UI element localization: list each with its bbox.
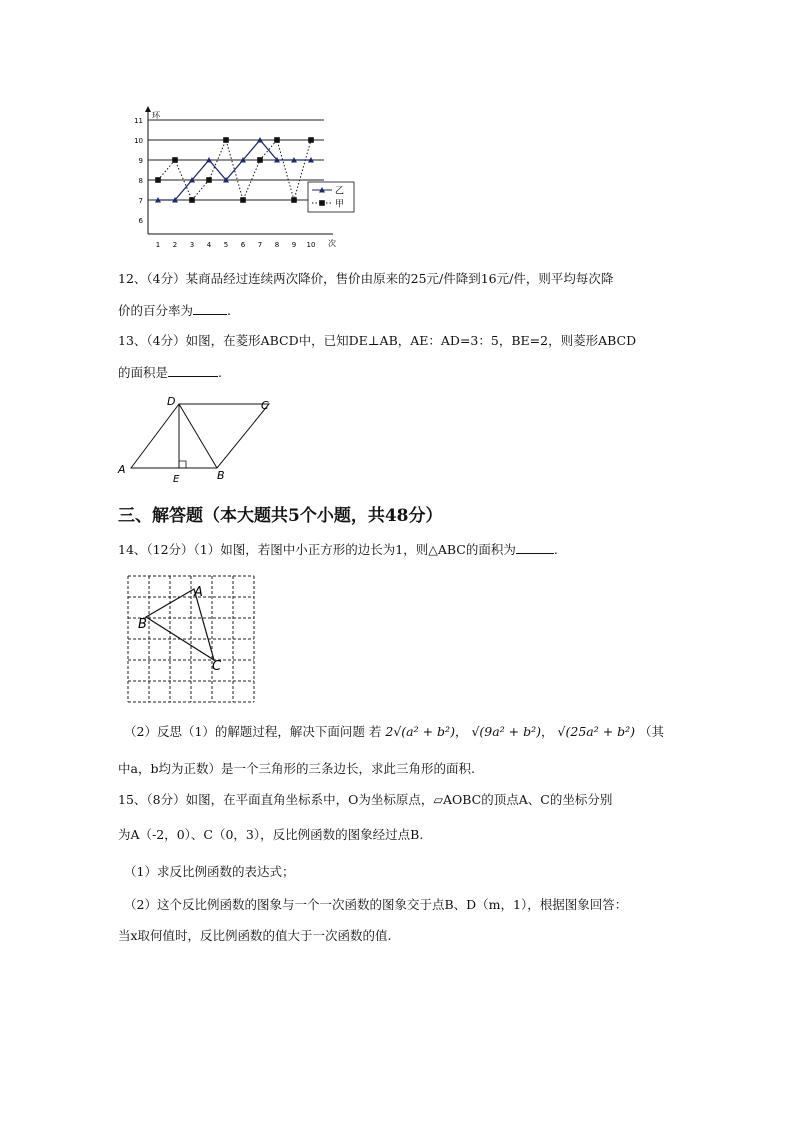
x-tick-label-10: 10	[306, 241, 316, 249]
data-point-jia	[274, 137, 280, 143]
y-tick-label-10: 10	[134, 137, 143, 145]
right-angle-mark	[179, 461, 186, 468]
separator-1: ，	[454, 724, 468, 739]
triangle-abc	[146, 589, 214, 660]
chart-axes	[145, 106, 333, 234]
y-axis-label: 环	[152, 111, 160, 120]
answer-blank-12[interactable]	[193, 302, 227, 315]
question-12-line-1: 12、（4分）某商品经过连续两次降价，售价由原来的25元/件降到16元/件，则平均每次降	[118, 271, 614, 286]
diagonal-db	[179, 404, 217, 468]
label-b: B	[138, 617, 147, 632]
data-point-jia	[223, 137, 229, 143]
x-tick-label-1: 1	[155, 241, 161, 249]
y-tick-label-8: 8	[138, 177, 143, 185]
x-tick-label-4: 4	[206, 241, 212, 249]
expression-3: √(25a² + b²)	[557, 724, 636, 739]
question-14-part-2-line-1	[124, 724, 664, 740]
legend-label-yi: 乙	[335, 186, 345, 197]
rhombus-abcd	[131, 404, 269, 468]
separator-2: ，	[541, 724, 554, 739]
x-tick-label-9: 9	[291, 241, 297, 249]
y-tick-label-9: 9	[138, 157, 143, 165]
question-14-text: 14、（12分）（1）如图，若图中小正方形的边长为1，则△ABC的面积为	[118, 542, 516, 557]
y-tick-label-7: 7	[138, 197, 143, 205]
question-13-end: .	[218, 365, 222, 380]
question-13-line-1: 13、（4分）如图，在菱形ABCD中，已知DE⊥AB，AE：AD=3：5，BE=2，则菱形ABCD	[118, 333, 637, 348]
label-c: C	[261, 399, 269, 412]
question-12-text: 价的百分率为	[118, 303, 194, 318]
question-15-sub-2-line-2: 当x取何值时，反比例函数的值大于一次函数的值.	[118, 928, 392, 943]
x-tick-label-2: 2	[172, 241, 178, 249]
data-point-jia	[155, 177, 161, 183]
answer-blank-14[interactable]	[516, 541, 554, 554]
question-14-end: .	[553, 542, 558, 557]
x-axis-label: 次	[328, 239, 336, 248]
label-a: A	[194, 585, 203, 600]
y-tick-label-6: 6	[138, 217, 143, 225]
question-12-line-2	[118, 302, 231, 319]
expression-1: 2√(a² + b²)	[385, 724, 455, 739]
part-2-continued: （其	[639, 724, 665, 739]
answer-blank-13[interactable]	[168, 364, 218, 377]
question-15-sub-1: （1）求反比例函数的表达式；	[124, 864, 295, 879]
data-point-jia	[189, 197, 195, 203]
x-tick-label-6: 6	[240, 241, 246, 249]
chart-ticks	[134, 117, 315, 249]
label-b: B	[217, 469, 225, 482]
chart-legend	[308, 182, 354, 212]
chart-series	[155, 137, 314, 203]
dashed-grid	[128, 576, 254, 702]
data-point-jia	[257, 157, 263, 163]
label-a: A	[118, 463, 126, 476]
rhombus-figure	[115, 392, 280, 484]
y-axis-arrow	[145, 106, 151, 112]
score-line-chart	[128, 104, 345, 254]
data-point-jia	[172, 157, 178, 163]
question-15-line-1: 15、（8分）如图，在平面直角坐标系中，O为坐标原点，▱AOBC的顶点A、C的坐标分别	[118, 792, 613, 807]
grid-triangle-figure	[124, 572, 258, 704]
data-point-jia	[308, 137, 314, 143]
x-tick-label-8: 8	[274, 241, 280, 249]
data-point-jia	[206, 177, 212, 183]
x-tick-label-5: 5	[223, 241, 229, 249]
data-point-jia	[291, 197, 297, 203]
part-2-text: （2）反思（1）的解题过程，解决下面问题 若	[124, 724, 382, 739]
legend-label-jia: 甲	[335, 199, 345, 210]
x-tick-label-7: 7	[257, 241, 263, 249]
question-15-sub-2-line-1: （2）这个反比例函数的图象与一个一次函数的图象交于点B、D（m，1），根据图象回答：	[124, 897, 628, 912]
legend-marker-jia	[319, 200, 325, 206]
question-14-line-1	[118, 541, 558, 558]
question-12-end: .	[227, 303, 231, 318]
label-e: E	[173, 474, 180, 485]
label-d: D	[167, 395, 176, 408]
data-point-jia	[240, 197, 246, 203]
y-tick-label-11: 11	[134, 117, 143, 125]
expression-2: √(9a² + b²)	[471, 724, 542, 739]
question-14-part-2-line-2: 中a，b均为正数）是一个三角形的三条边长，求此三角形的面积.	[118, 761, 475, 776]
series-line-yi	[158, 140, 311, 200]
question-13-line-2	[118, 364, 222, 381]
section-3-title: 三、解答题（本大题共5个小题，共48分）	[118, 506, 443, 526]
label-c: C	[212, 659, 222, 674]
x-tick-label-3: 3	[189, 241, 195, 249]
question-15-line-2: 为A（-2，0）、C（0，3），反比例函数的图象经过点B.	[118, 827, 424, 842]
question-13-text: 的面积是	[118, 365, 169, 380]
